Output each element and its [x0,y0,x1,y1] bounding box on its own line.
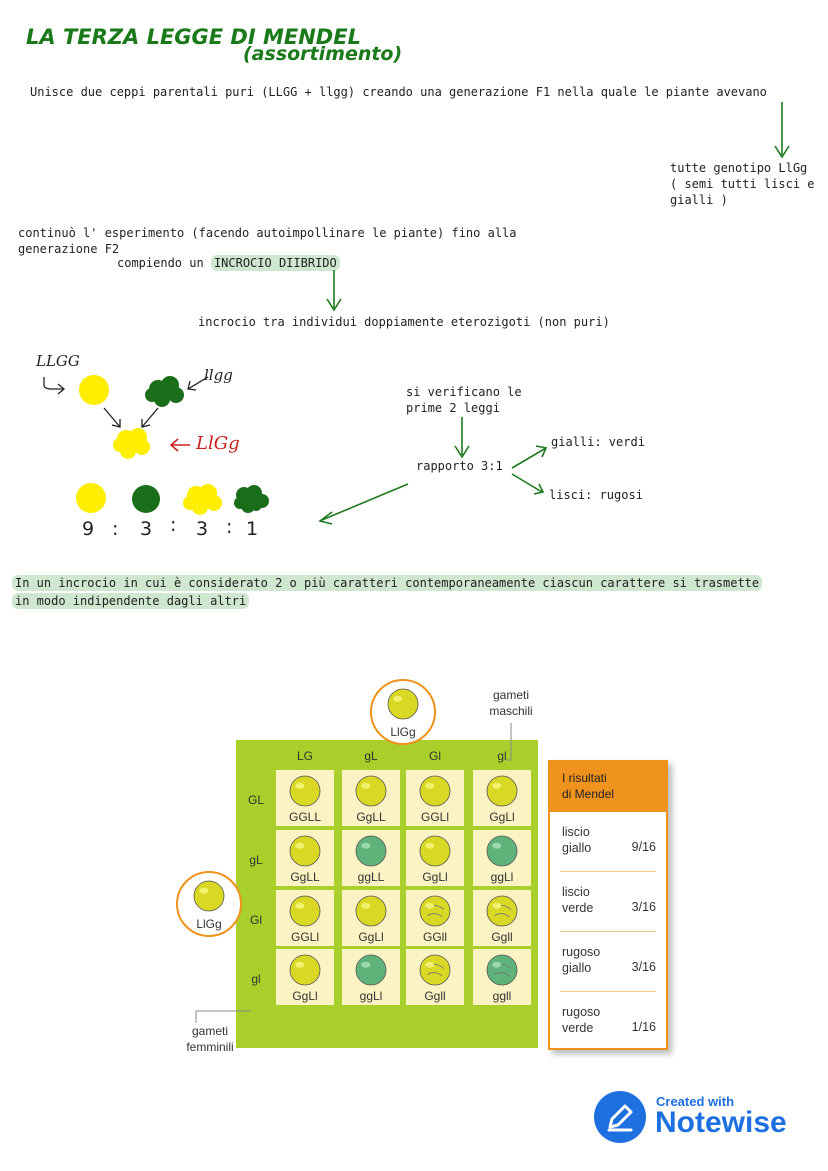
col-header-0: LG [296,749,314,763]
result-phenotype: rugoso giallo [562,945,601,975]
ratio-branch-shape: lisci: rugosi [549,488,643,502]
results-header-line2: di Mendel [562,787,615,801]
conclusion-line2 [12,594,249,608]
arrow-to-f1 [770,100,794,162]
arrow-to-cross [322,268,346,314]
col-header-1: gL [364,749,378,763]
female-parent-seed-icon [194,881,224,911]
ratio-sep2: : [170,514,177,536]
female-caption-line1: gameti [191,1024,229,1038]
cell-genotype-label: Ggll [491,930,513,944]
cross-text: incrocio tra individui doppiamente eterozigoti (non puri) [198,315,610,329]
ratio-arrows [310,440,550,530]
conclusion-line1 [12,576,762,590]
hybrid-label: LlGg [196,433,240,454]
notewise-logo-icon [593,1090,647,1144]
cell-genotype-label: ggll [492,989,512,1003]
yellow-smooth-seed-icon [356,896,386,926]
cell-genotype-label: Ggll [424,989,446,1003]
yellow-wrinkled-seed-icon [420,955,450,985]
f1-text-line3: gialli ) [670,193,728,207]
green-smooth-seed-icon [487,836,517,866]
results-header-line1: I risultati [562,771,607,785]
green-wrinkled-seed-icon [487,955,517,985]
yellow-smooth-seed-icon [356,776,386,806]
conclusion-highlight-1: In un incrocio in cui è considerato 2 o più caratteri contemporaneamente ciascun carattere si trasmette [12,575,762,591]
cell-genotype-label: GgLL [356,810,386,824]
intro-text: Unisce due ceppi parentali puri (LLGG + llgg) creando una generazione F1 nella quale le piante avevano [30,85,767,99]
cell-genotype-label: GgLl [358,930,384,944]
cell-genotype-label: ggLl [359,989,383,1003]
result-item [560,812,656,872]
yellow-wrinkled-seed-icon [113,428,150,459]
result-item [560,992,656,1051]
cell-genotype-label: GGLl [420,810,450,824]
results-header [550,762,666,812]
yellow-smooth-seed-icon [290,836,320,866]
cell-genotype-label: ggLl [490,870,514,884]
parent2-label: llgg [204,366,233,384]
ratio-1: 1 [246,518,259,540]
f1-text-line2: ( semi tutti lisci e [670,177,815,191]
parent1-label: LLGG [36,352,80,370]
page-title: LA TERZA LEGGE DI MENDEL [26,25,361,49]
ratio-3b: 3 [196,518,209,540]
conclusion-highlight-2: in modo indipendente dagli altri [12,593,249,609]
result-phenotype: liscio verde [562,885,594,915]
result-fraction: 3/16 [631,960,656,974]
yellow-smooth-seed-icon [487,776,517,806]
green-wrinkled-seed-icon [145,376,184,407]
yellow-smooth-seed-icon [79,375,109,405]
cell-genotype-label: GgLL [290,870,320,884]
f1-text-line1: tutte genotipo LlGg [670,161,808,175]
result-phenotype: liscio giallo [562,825,592,855]
yellow-smooth-seed-icon [420,836,450,866]
laws-text-line1: si verificano le [406,385,522,399]
row-header-1: gL [249,853,263,867]
row-header-2: Gl [250,913,262,927]
col-header-2: Gl [429,749,441,763]
ratio-sep3: : [226,516,233,538]
branding-line2: Notewise [655,1106,787,1139]
cell-genotype-label: GGll [423,930,447,944]
result-item [560,872,656,932]
laws-text-line2: prime 2 leggi [406,401,500,415]
ratio-sep1: : [112,518,119,540]
results-list [550,812,666,1051]
cell-genotype-label: GGLL [288,810,322,824]
cell-genotype-label: GgLl [422,870,448,884]
result-item [560,932,656,992]
yellow-smooth-seed-icon [420,776,450,806]
cell-genotype-label: ggLL [357,870,385,884]
male-caption-line2: maschili [489,704,533,718]
yellow-wrinkled-seed-icon [487,896,517,926]
female-parent-label: LlGg [196,917,222,931]
continue-text-line2: generazione F2 [18,242,120,256]
col-header-3: gl [497,749,507,763]
male-caption-line1: gameti [492,688,530,702]
ratio-9: 9 [82,518,95,540]
yellow-smooth-seed-icon [290,896,320,926]
result-fraction: 9/16 [631,840,656,854]
row-header-3: gl [251,972,261,986]
male-parent-label: LlGg [390,725,416,739]
cross-diagram [30,365,290,525]
green-smooth-seed-icon [356,955,386,985]
page-subtitle: (assortimento) [243,43,403,65]
results-box [548,760,668,1050]
ratio-3a: 3 [140,518,153,540]
result-fraction: 1/16 [631,1020,656,1034]
row-header-0: GL [247,793,265,807]
cell-genotype-label: GgLl [489,810,515,824]
ratio-branch-color: gialli: verdi [551,435,645,449]
cell-genotype-label: GgLl [292,989,318,1003]
male-parent-seed-icon [388,689,418,719]
continue-text-line1: continuò l' esperimento (facendo autoimpollinare le piante) fino alla [18,226,517,240]
yellow-smooth-seed-icon [290,776,320,806]
green-smooth-seed-icon [356,836,386,866]
branding-line1: Created with [656,1094,735,1109]
ratio-text: rapporto 3:1 [416,459,503,473]
yellow-smooth-seed-icon [290,955,320,985]
result-fraction: 3/16 [631,900,656,914]
cell-genotype-label: GGLl [290,930,320,944]
yellow-wrinkled-seed-icon [420,896,450,926]
female-caption-line2: femminili [186,1040,234,1054]
result-phenotype: rugoso verde [562,1005,601,1035]
dihybrid-line [117,256,340,270]
dihybrid-highlight: INCROCIO DIIBRIDO [211,255,340,271]
dihybrid-prefix: compiendo un [117,256,204,270]
